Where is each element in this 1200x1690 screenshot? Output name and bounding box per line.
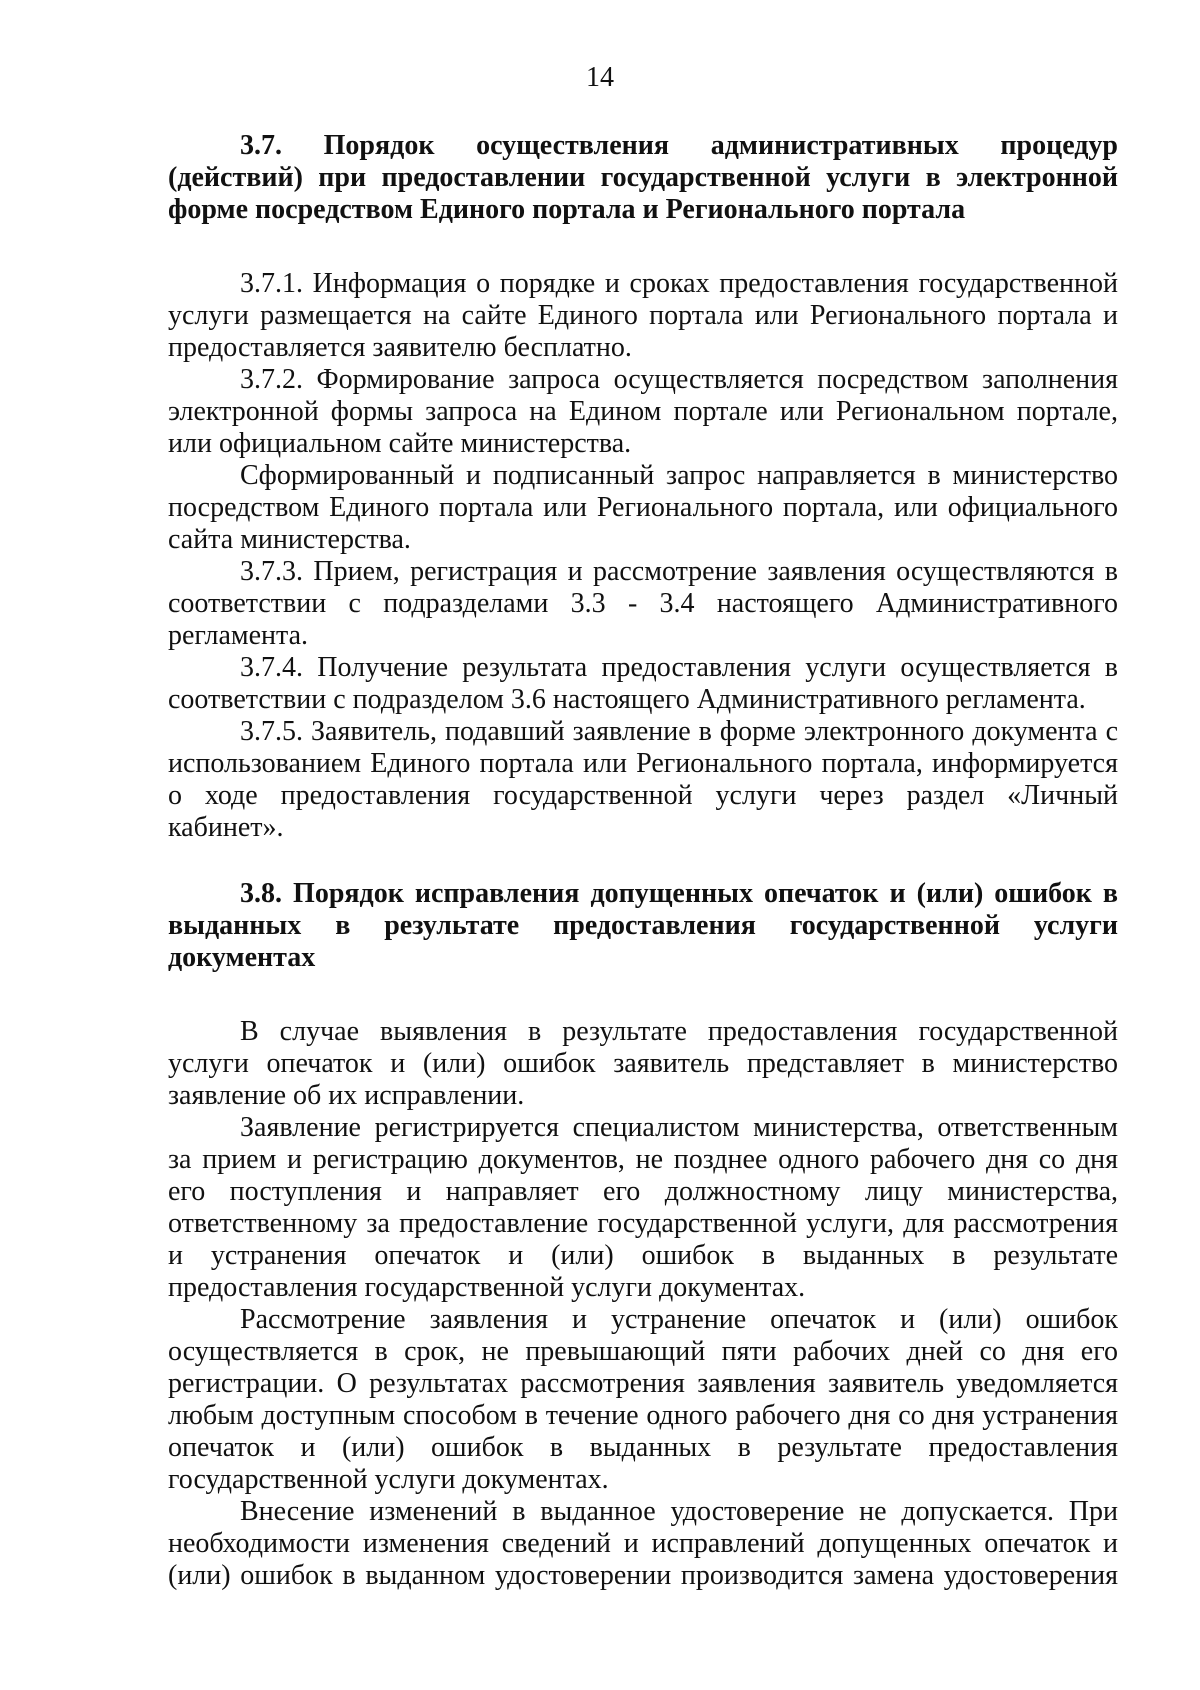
- section-3-7: [168, 130, 1118, 844]
- paragraph: Внесение изменений в выданное удостоверение не допускается. При необходимости изменения сведений и исправлений допущенных опечаток и (или) ошибок в выданном удостоверении производится замена удостоверения: [168, 1496, 1118, 1591]
- paragraph: 3.7.4. Получение результата предоставления услуги осуществляется в соответствии с подразделом 3.6 настоящего Административного регламента.: [168, 652, 1118, 715]
- section-heading: 3.7. Порядок осуществления административных процедур (действий) при предоставлении государственной услуги в электронной форме посредством Единого портала и Регионального портала: [168, 130, 1118, 225]
- section-3-8: [168, 878, 1118, 1592]
- paragraph: Заявление регистрируется специалистом министерства, ответственным за прием и регистрацию документов, не позднее одного рабочего дня со дня его поступления и направляет его должностному лицу министерства, ответственному за предоставление государственной услуги, для рассмотрения и устранения опечаток и (или) ошибок в выданных в результате предоставления государственной услуги документах.: [168, 1112, 1118, 1303]
- section-heading: 3.8. Порядок исправления допущенных опечаток и (или) ошибок в выданных в результате предоставления государственной услуги документах: [168, 878, 1118, 973]
- page-number: 14: [586, 62, 614, 93]
- paragraph: Сформированный и подписанный запрос направляется в министерство посредством Единого портала или Регионального портала, или официального сайта министерства.: [168, 460, 1118, 555]
- page-content: [168, 130, 1118, 1592]
- paragraph: 3.7.3. Прием, регистрация и рассмотрение заявления осуществляются в соответствии с подразделами 3.3 - 3.4 настоящего Административного регламента.: [168, 556, 1118, 651]
- paragraph: Рассмотрение заявления и устранение опечаток и (или) ошибок осуществляется в срок, не превышающий пяти рабочих дней со дня его регистрации. О результатах рассмотрения заявления заявитель уведомляется любым доступным способом в течение одного рабочего дня со дня устранения опечаток и (или) ошибок в выданных в результате предоставления государственной услуги документах.: [168, 1304, 1118, 1495]
- paragraph: 3.7.5. Заявитель, подавший заявление в форме электронного документа с использованием Единого портала или Регионального портала, информируется о ходе предоставления государственной услуги через раздел «Личный кабинет».: [168, 716, 1118, 843]
- spacer: [168, 974, 1118, 1016]
- paragraph: 3.7.1. Информация о порядке и сроках предоставления государственной услуги размещается на сайте Единого портала или Регионального портала и предоставляется заявителю бесплатно.: [168, 268, 1118, 363]
- spacer: [168, 226, 1118, 268]
- paragraph: В случае выявления в результате предоставления государственной услуги опечаток и (или) ошибок заявитель представляет в министерство заявление об их исправлении.: [168, 1016, 1118, 1111]
- spacer: [168, 844, 1118, 878]
- paragraph: 3.7.2. Формирование запроса осуществляется посредством заполнения электронной формы запроса на Едином портале или Региональном портале, или официальном сайте министерства.: [168, 364, 1118, 459]
